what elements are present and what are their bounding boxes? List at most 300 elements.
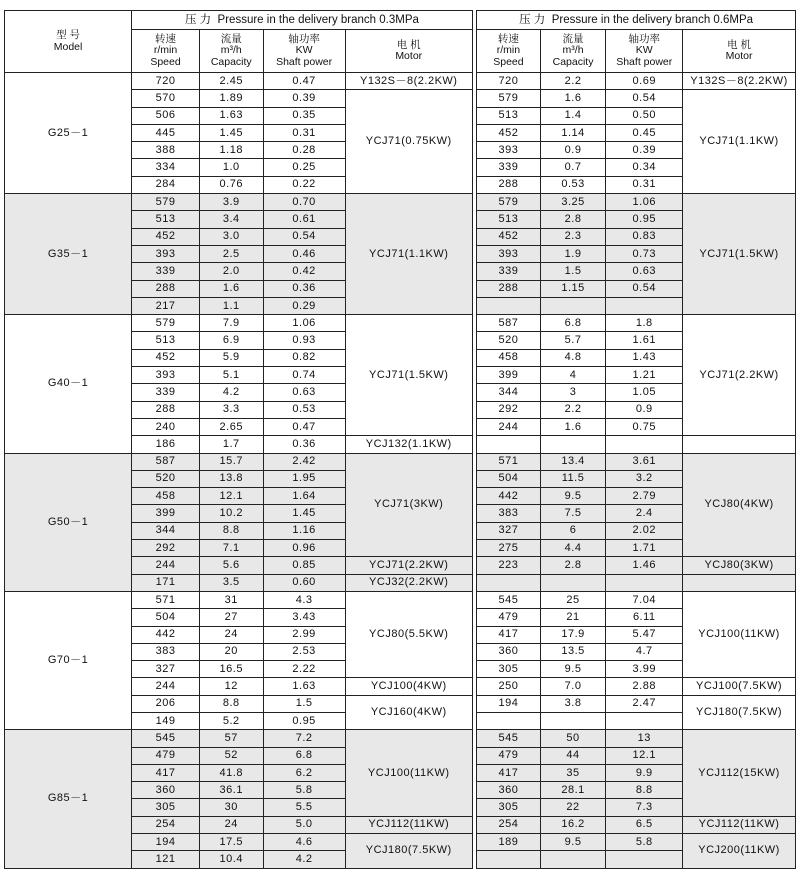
power-cell: 2.22	[263, 661, 345, 678]
speed-cell: 189	[477, 834, 541, 851]
capacity-cell: 13.5	[540, 643, 606, 660]
power-cell: 0.36	[263, 436, 345, 453]
motor-cell: YCJ100(4KW)	[345, 678, 472, 695]
power-header: 轴功率 KW Shaft power	[606, 30, 683, 73]
power-cell: 3.2	[606, 470, 683, 487]
power-cell	[606, 436, 683, 453]
motor-cell: YCJ80(3KW)	[683, 557, 796, 574]
power-cell: 3.61	[606, 453, 683, 470]
power-cell: 0.25	[263, 159, 345, 176]
speed-cell: 244	[477, 418, 541, 435]
model-cell: G50－1	[5, 453, 132, 591]
speed-cell	[477, 574, 541, 591]
speed-cell: 275	[477, 540, 541, 557]
capacity-cell: 9.5	[540, 488, 606, 505]
capacity-cell	[540, 297, 606, 314]
speed-cell: 288	[477, 176, 541, 193]
capacity-cell: 1.0	[200, 159, 264, 176]
capacity-cell: 5.9	[200, 349, 264, 366]
capacity-cell: 9.5	[540, 834, 606, 851]
speed-cell: 383	[132, 643, 200, 660]
power-cell: 6.5	[606, 816, 683, 833]
motor-cell: YCJ32(2.2KW)	[345, 574, 472, 591]
power-cell: 4.6	[263, 834, 345, 851]
motor-cell: YCJ80(4KW)	[683, 453, 796, 557]
motor-cell: YCJ71(2.2KW)	[683, 315, 796, 436]
speed-cell: 452	[132, 349, 200, 366]
power-cell: 8.8	[606, 782, 683, 799]
power-cell: 7.2	[263, 730, 345, 747]
capacity-cell: 1.6	[200, 280, 264, 297]
capacity-cell: 10.4	[200, 851, 264, 868]
speed-cell: 579	[132, 315, 200, 332]
motor-cell: YCJ132(1.1KW)	[345, 436, 472, 453]
motor-cell: YCJ71(3KW)	[345, 453, 472, 557]
power-cell	[606, 851, 683, 868]
speed-cell: 479	[477, 609, 541, 626]
speed-cell: 334	[132, 159, 200, 176]
capacity-cell: 2.3	[540, 228, 606, 245]
speed-cell	[477, 851, 541, 868]
motor-cell: Y132S－8(2.2KW)	[345, 73, 472, 90]
capacity-cell: 31	[200, 591, 264, 608]
capacity-cell: 15.7	[200, 453, 264, 470]
table-body	[5, 73, 796, 869]
power-cell: 0.93	[263, 332, 345, 349]
motor-cell: YCJ180(7.5KW)	[345, 834, 472, 869]
speed-cell: 327	[132, 661, 200, 678]
power-cell	[606, 297, 683, 314]
power-cell: 6.8	[263, 747, 345, 764]
motor-cell: YCJ100(11KW)	[683, 591, 796, 677]
power-cell: 1.64	[263, 488, 345, 505]
capacity-cell: 1.6	[540, 418, 606, 435]
power-cell: 0.31	[606, 176, 683, 193]
power-cell: 3.43	[263, 609, 345, 626]
speed-cell: 720	[477, 73, 541, 90]
speed-cell: 452	[477, 228, 541, 245]
speed-cell: 305	[132, 799, 200, 816]
power-cell: 0.39	[263, 90, 345, 107]
speed-cell: 339	[132, 263, 200, 280]
speed-cell: 206	[132, 695, 200, 712]
capacity-cell: 0.53	[540, 176, 606, 193]
speed-cell: 360	[132, 782, 200, 799]
power-cell: 0.95	[606, 211, 683, 228]
power-cell: 4.3	[263, 591, 345, 608]
speed-cell: 339	[477, 263, 541, 280]
speed-header: 转速 r/min Speed	[132, 30, 200, 73]
capacity-header: 流量 m³/h Capacity	[540, 30, 606, 73]
power-cell: 7.3	[606, 799, 683, 816]
capacity-cell: 16.5	[200, 661, 264, 678]
capacity-cell: 1.63	[200, 107, 264, 124]
capacity-cell: 6	[540, 522, 606, 539]
power-cell: 12.1	[606, 747, 683, 764]
speed-header: 转速 r/min Speed	[477, 30, 541, 73]
capacity-cell: 0.76	[200, 176, 264, 193]
power-cell: 0.69	[606, 73, 683, 90]
power-cell: 4.7	[606, 643, 683, 660]
capacity-header: 流量 m³/h Capacity	[200, 30, 264, 73]
power-cell	[606, 574, 683, 591]
motor-cell: YCJ112(11KW)	[345, 816, 472, 833]
power-cell: 0.70	[263, 194, 345, 211]
capacity-cell: 2.8	[540, 557, 606, 574]
capacity-cell: 2.2	[540, 401, 606, 418]
speed-cell: 417	[477, 626, 541, 643]
capacity-cell: 13.8	[200, 470, 264, 487]
power-cell	[606, 712, 683, 729]
motor-cell: YCJ160(4KW)	[345, 695, 472, 730]
power-cell: 0.82	[263, 349, 345, 366]
power-cell: 5.5	[263, 799, 345, 816]
speed-cell: 305	[477, 799, 541, 816]
power-cell: 6.2	[263, 764, 345, 781]
power-cell: 0.35	[263, 107, 345, 124]
speed-cell: 250	[477, 678, 541, 695]
capacity-cell: 0.9	[540, 142, 606, 159]
speed-cell: 284	[132, 176, 200, 193]
speed-cell: 720	[132, 73, 200, 90]
power-cell: 0.73	[606, 245, 683, 262]
speed-cell	[477, 712, 541, 729]
capacity-cell: 2.8	[540, 211, 606, 228]
capacity-cell: 1.89	[200, 90, 264, 107]
speed-cell	[477, 436, 541, 453]
speed-cell: 579	[477, 194, 541, 211]
speed-cell: 452	[477, 124, 541, 141]
capacity-cell: 11.5	[540, 470, 606, 487]
power-cell: 0.50	[606, 107, 683, 124]
power-cell: 1.05	[606, 384, 683, 401]
capacity-cell: 6.8	[540, 315, 606, 332]
power-cell: 1.95	[263, 470, 345, 487]
capacity-cell	[540, 712, 606, 729]
capacity-cell: 2.45	[200, 73, 264, 90]
table-row	[5, 315, 796, 332]
speed-cell: 244	[132, 678, 200, 695]
speed-cell: 506	[132, 107, 200, 124]
table-row	[5, 730, 796, 747]
speed-cell: 571	[477, 453, 541, 470]
capacity-cell: 7.1	[200, 540, 264, 557]
power-cell: 0.75	[606, 418, 683, 435]
motor-cell: YCJ100(11KW)	[345, 730, 472, 816]
speed-cell: 339	[132, 384, 200, 401]
left-pressure-header: 压 力 Pressure in the delivery branch 0.3MPa	[132, 11, 473, 30]
speed-cell: 254	[477, 816, 541, 833]
capacity-cell: 3.0	[200, 228, 264, 245]
speed-cell: 570	[132, 90, 200, 107]
speed-cell: 545	[132, 730, 200, 747]
speed-cell: 121	[132, 851, 200, 868]
power-cell: 2.02	[606, 522, 683, 539]
capacity-cell: 13.4	[540, 453, 606, 470]
speed-cell: 513	[477, 211, 541, 228]
motor-cell	[683, 436, 796, 453]
motor-cell: YCJ71(0.75KW)	[345, 90, 472, 194]
speed-cell: 393	[132, 367, 200, 384]
power-cell: 0.54	[606, 280, 683, 297]
speed-cell: 254	[132, 816, 200, 833]
power-cell: 2.88	[606, 678, 683, 695]
capacity-cell	[540, 436, 606, 453]
capacity-cell: 17.9	[540, 626, 606, 643]
power-cell: 7.04	[606, 591, 683, 608]
capacity-cell: 2.65	[200, 418, 264, 435]
power-cell: 0.36	[263, 280, 345, 297]
speed-cell: 479	[132, 747, 200, 764]
power-cell: 0.42	[263, 263, 345, 280]
speed-cell: 305	[477, 661, 541, 678]
model-cell: G40－1	[5, 315, 132, 453]
speed-cell: 393	[477, 245, 541, 262]
motor-cell: YCJ71(1.1KW)	[683, 90, 796, 194]
power-cell: 1.45	[263, 505, 345, 522]
speed-cell: 417	[132, 764, 200, 781]
capacity-cell: 2.2	[540, 73, 606, 90]
table-row	[5, 453, 796, 470]
power-cell: 4.2	[263, 851, 345, 868]
power-cell: 1.61	[606, 332, 683, 349]
speed-cell: 458	[132, 488, 200, 505]
speed-cell: 393	[477, 142, 541, 159]
right-pressure-header: 压 力 Pressure in the delivery branch 0.6MPa	[477, 11, 796, 30]
capacity-cell: 1.1	[200, 297, 264, 314]
capacity-cell: 5.2	[200, 712, 264, 729]
power-cell: 1.21	[606, 367, 683, 384]
capacity-cell: 50	[540, 730, 606, 747]
capacity-cell: 17.5	[200, 834, 264, 851]
capacity-cell: 4.2	[200, 384, 264, 401]
motor-cell: YCJ80(5.5KW)	[345, 591, 472, 677]
speed-cell: 149	[132, 712, 200, 729]
capacity-cell: 5.1	[200, 367, 264, 384]
capacity-cell: 2.0	[200, 263, 264, 280]
table-row	[5, 194, 796, 211]
speed-cell: 288	[477, 280, 541, 297]
speed-cell: 520	[477, 332, 541, 349]
power-cell: 13	[606, 730, 683, 747]
speed-cell: 360	[477, 782, 541, 799]
speed-cell: 339	[477, 159, 541, 176]
speed-cell: 344	[477, 384, 541, 401]
power-cell: 1.43	[606, 349, 683, 366]
power-cell: 0.9	[606, 401, 683, 418]
model-cell: G85－1	[5, 730, 132, 868]
power-cell: 0.63	[606, 263, 683, 280]
speed-cell: 445	[132, 124, 200, 141]
model-cell: G35－1	[5, 194, 132, 315]
speed-cell: 388	[132, 142, 200, 159]
capacity-cell: 16.2	[540, 816, 606, 833]
power-cell: 0.46	[263, 245, 345, 262]
speed-cell: 292	[477, 401, 541, 418]
motor-cell: YCJ200(11KW)	[683, 834, 796, 869]
capacity-cell: 25	[540, 591, 606, 608]
capacity-cell: 24	[200, 816, 264, 833]
speed-cell: 240	[132, 418, 200, 435]
speed-cell: 244	[132, 557, 200, 574]
power-cell: 1.06	[263, 315, 345, 332]
power-cell: 0.74	[263, 367, 345, 384]
capacity-cell: 1.45	[200, 124, 264, 141]
speed-cell: 545	[477, 591, 541, 608]
capacity-cell: 3.3	[200, 401, 264, 418]
capacity-cell: 4	[540, 367, 606, 384]
capacity-cell: 1.5	[540, 263, 606, 280]
power-cell: 2.53	[263, 643, 345, 660]
speed-cell: 360	[477, 643, 541, 660]
capacity-cell: 21	[540, 609, 606, 626]
capacity-cell: 22	[540, 799, 606, 816]
capacity-cell: 5.7	[540, 332, 606, 349]
capacity-cell: 1.9	[540, 245, 606, 262]
speed-cell: 186	[132, 436, 200, 453]
speed-cell: 327	[477, 522, 541, 539]
capacity-cell: 6.9	[200, 332, 264, 349]
motor-cell: YCJ71(2.2KW)	[345, 557, 472, 574]
speed-cell: 223	[477, 557, 541, 574]
speed-cell: 442	[132, 626, 200, 643]
speed-cell: 383	[477, 505, 541, 522]
capacity-cell: 3.4	[200, 211, 264, 228]
motor-header: 电 机 Motor	[345, 30, 472, 73]
power-cell: 0.28	[263, 142, 345, 159]
speed-cell: 452	[132, 228, 200, 245]
capacity-cell: 36.1	[200, 782, 264, 799]
power-cell: 5.0	[263, 816, 345, 833]
power-header: 轴功率 KW Shaft power	[263, 30, 345, 73]
speed-cell: 417	[477, 764, 541, 781]
capacity-cell: 2.5	[200, 245, 264, 262]
power-cell: 0.22	[263, 176, 345, 193]
speed-cell: 513	[477, 107, 541, 124]
speed-cell: 399	[132, 505, 200, 522]
capacity-cell: 41.8	[200, 764, 264, 781]
speed-cell: 393	[132, 245, 200, 262]
capacity-cell: 27	[200, 609, 264, 626]
capacity-cell: 3.8	[540, 695, 606, 712]
motor-cell: YCJ71(1.5KW)	[683, 194, 796, 315]
model-cell: G70－1	[5, 591, 132, 729]
speed-cell: 442	[477, 488, 541, 505]
power-cell: 2.99	[263, 626, 345, 643]
capacity-cell: 3.5	[200, 574, 264, 591]
capacity-cell: 4.4	[540, 540, 606, 557]
capacity-cell: 24	[200, 626, 264, 643]
power-cell: 6.11	[606, 609, 683, 626]
capacity-cell: 1.4	[540, 107, 606, 124]
capacity-cell: 1.6	[540, 90, 606, 107]
speed-cell	[477, 297, 541, 314]
motor-header: 电 机 Motor	[683, 30, 796, 73]
capacity-cell	[540, 574, 606, 591]
capacity-cell: 1.15	[540, 280, 606, 297]
capacity-cell: 12.1	[200, 488, 264, 505]
power-cell: 0.60	[263, 574, 345, 591]
speed-cell: 504	[132, 609, 200, 626]
power-cell: 1.8	[606, 315, 683, 332]
capacity-cell: 8.8	[200, 695, 264, 712]
motor-cell: YCJ100(7.5KW)	[683, 678, 796, 695]
capacity-cell: 3.25	[540, 194, 606, 211]
capacity-cell: 28.1	[540, 782, 606, 799]
speed-cell: 513	[132, 332, 200, 349]
speed-cell: 288	[132, 280, 200, 297]
power-cell: 0.54	[263, 228, 345, 245]
capacity-cell: 1.18	[200, 142, 264, 159]
capacity-cell: 3.9	[200, 194, 264, 211]
power-cell: 0.34	[606, 159, 683, 176]
pressure-header-row	[5, 11, 796, 30]
power-cell: 5.8	[606, 834, 683, 851]
capacity-cell: 7.5	[540, 505, 606, 522]
power-cell: 0.47	[263, 73, 345, 90]
speed-cell: 579	[477, 90, 541, 107]
capacity-cell: 8.8	[200, 522, 264, 539]
speed-cell: 571	[132, 591, 200, 608]
power-cell: 5.8	[263, 782, 345, 799]
capacity-cell: 20	[200, 643, 264, 660]
motor-cell: YCJ71(1.5KW)	[345, 315, 472, 436]
capacity-cell: 1.14	[540, 124, 606, 141]
capacity-cell: 7.9	[200, 315, 264, 332]
power-cell: 0.63	[263, 384, 345, 401]
speed-cell: 194	[132, 834, 200, 851]
power-cell: 5.47	[606, 626, 683, 643]
capacity-cell: 7.0	[540, 678, 606, 695]
speed-cell: 520	[132, 470, 200, 487]
speed-cell: 217	[132, 297, 200, 314]
motor-cell: Y132S－8(2.2KW)	[683, 73, 796, 90]
capacity-cell: 5.6	[200, 557, 264, 574]
capacity-cell: 52	[200, 747, 264, 764]
capacity-cell: 4.8	[540, 349, 606, 366]
speed-cell: 504	[477, 470, 541, 487]
table-row	[5, 591, 796, 608]
power-cell: 0.45	[606, 124, 683, 141]
power-cell: 1.71	[606, 540, 683, 557]
power-cell: 0.61	[263, 211, 345, 228]
speed-cell: 513	[132, 211, 200, 228]
speed-cell: 545	[477, 730, 541, 747]
model-cell: G25－1	[5, 73, 132, 194]
power-cell: 1.5	[263, 695, 345, 712]
capacity-cell: 30	[200, 799, 264, 816]
speed-cell: 194	[477, 695, 541, 712]
power-cell: 0.83	[606, 228, 683, 245]
motor-cell: YCJ71(1.1KW)	[345, 194, 472, 315]
motor-cell: YCJ112(15KW)	[683, 730, 796, 816]
power-cell: 0.31	[263, 124, 345, 141]
power-cell: 0.54	[606, 90, 683, 107]
pump-spec-table	[4, 10, 796, 869]
motor-cell: YCJ180(7.5KW)	[683, 695, 796, 730]
power-cell: 0.95	[263, 712, 345, 729]
speed-cell: 344	[132, 522, 200, 539]
power-cell: 2.47	[606, 695, 683, 712]
capacity-cell: 3	[540, 384, 606, 401]
capacity-cell: 35	[540, 764, 606, 781]
capacity-cell: 9.5	[540, 661, 606, 678]
power-cell: 1.63	[263, 678, 345, 695]
speed-cell: 399	[477, 367, 541, 384]
power-cell: 0.53	[263, 401, 345, 418]
speed-cell: 579	[132, 194, 200, 211]
power-cell: 0.85	[263, 557, 345, 574]
